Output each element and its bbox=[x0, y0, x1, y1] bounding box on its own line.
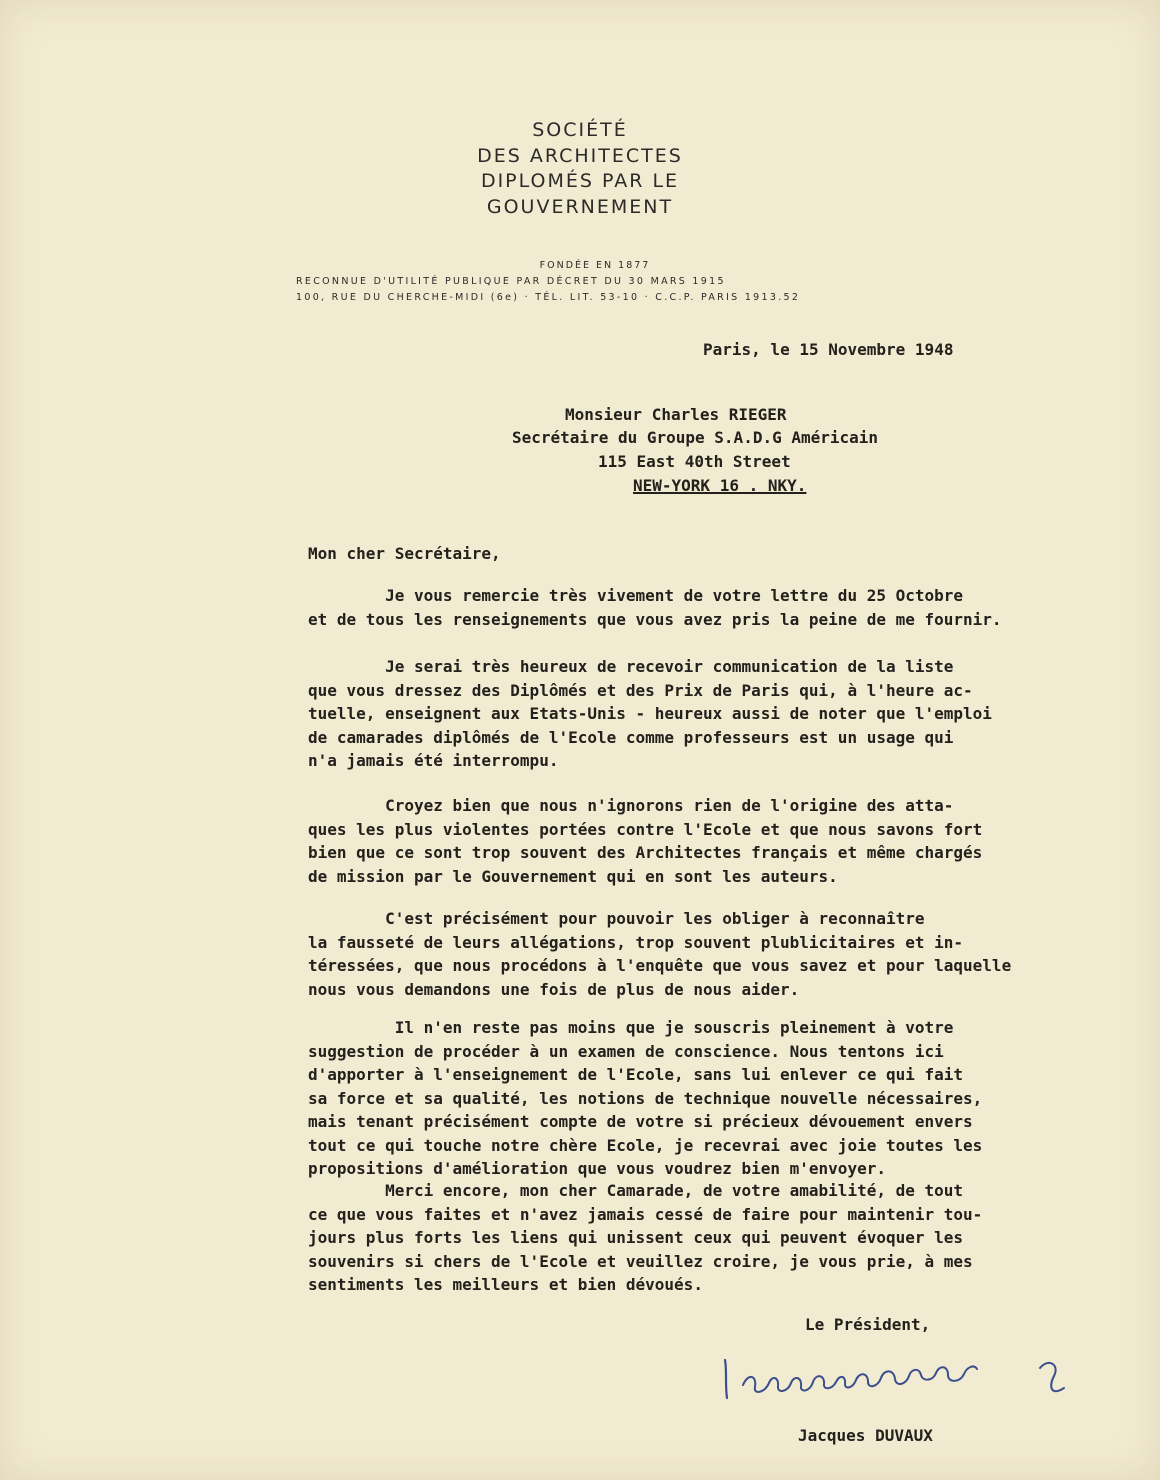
society-name-line: DES ARCHITECTES bbox=[477, 144, 683, 167]
paragraph-line: ce que vous faites et n'avez jamais cessé de faire pour maintenir tou- bbox=[308, 1204, 983, 1224]
paragraph bbox=[308, 1016, 1128, 1181]
paragraph-line: Merci encore, mon cher Camarade, de votre amabilité, de tout bbox=[308, 1181, 964, 1200]
paragraph-line: n'a jamais été interrompu. bbox=[308, 751, 559, 770]
paragraph-line: Je serai très heureux de recevoir communication de la liste bbox=[308, 657, 954, 676]
paragraph-line: de camarades diplômés de l'Ecole comme professeurs est un usage qui bbox=[308, 727, 954, 747]
recipient-title: Secrétaire du Groupe S.A.D.G Américain bbox=[512, 428, 879, 447]
paragraph-line: propositions d'amélioration que vous voudrez bien m'envoyer. bbox=[308, 1159, 886, 1178]
paragraph-line: tout ce qui touche notre chère Ecole, je recevrai avec joie toutes les bbox=[308, 1135, 983, 1155]
founded-line: FONDÉE EN 1877 bbox=[539, 260, 651, 271]
paragraph bbox=[308, 655, 1128, 773]
signatory-name: Jacques DUVAUX bbox=[798, 1426, 933, 1445]
paragraph-line: nous vous demandons une fois de plus de nous aider. bbox=[308, 979, 800, 999]
paragraph-line: sa force et sa qualité, les notions de technique nouvelle nécessaires, bbox=[308, 1088, 983, 1108]
paragraph bbox=[308, 584, 1128, 631]
society-name-line: DIPLOMÉS PAR LE bbox=[480, 170, 680, 192]
paragraph-line: mais tenant précisément compte de votre si précieux dévouement envers bbox=[308, 1112, 973, 1131]
paragraph bbox=[308, 794, 1128, 888]
paragraph-line: sentiments les meilleurs et bien dévoués. bbox=[308, 1275, 703, 1294]
paragraph-line: téressées, que nous procédons à l'enquête que vous savez et pour laquelle bbox=[308, 956, 1012, 975]
address-line: 100, RUE DU CHERCHE-MIDI (6e) · TÉL. LIT. 53-10 · C.C.P. PARIS 1913.52 bbox=[296, 292, 801, 303]
paragraph-line: que vous dressez des Diplômés et des Prix de Paris qui, à l'heure ac- bbox=[308, 680, 973, 700]
handwritten-signature bbox=[715, 1340, 1095, 1410]
paragraph-line: la fausseté de leurs allégations, trop souvent plublicitaires et in- bbox=[308, 932, 964, 952]
paragraph-line: de mission par le Gouvernement qui en sont les auteurs. bbox=[308, 866, 838, 886]
paragraph-line: souvenirs si chers de l'Ecole et veuillez croire, je vous prie, à mes bbox=[308, 1251, 973, 1271]
paragraph-line: ques les plus violentes portées contre l'Ecole et que nous savons fort bbox=[308, 819, 983, 839]
paragraph-line: d'apporter à l'enseignement de l'Ecole, sans lui enlever ce qui fait bbox=[308, 1065, 964, 1084]
paragraph bbox=[308, 1179, 1128, 1297]
paragraph-line: Croyez bien que nous n'ignorons rien de l'origine des atta- bbox=[308, 796, 954, 815]
paragraph-line: C'est précisément pour pouvoir les obliger à reconnaître bbox=[308, 909, 925, 928]
salutation: Mon cher Secrétaire, bbox=[308, 544, 501, 563]
recipient-street: 115 East 40th Street bbox=[598, 452, 791, 471]
paragraph-line: tuelle, enseignent aux Etats-Unis - heureux aussi de noter que l'emploi bbox=[308, 704, 992, 723]
paragraph bbox=[308, 907, 1128, 1001]
society-name bbox=[455, 118, 705, 220]
society-name-line: SOCIÉTÉ bbox=[532, 119, 628, 141]
paragraph-line: suggestion de procéder à un examen de conscience. Nous tentons ici bbox=[308, 1041, 944, 1061]
paragraph-line: Je vous remercie très vivement de votre lettre du 25 Octobre bbox=[308, 586, 964, 605]
closing: Le Président, bbox=[805, 1315, 931, 1334]
society-name-line: GOUVERNEMENT bbox=[486, 195, 674, 218]
paragraph-line: bien que ce sont trop souvent des Architectes français et même chargés bbox=[308, 843, 983, 862]
paragraph-line: jours plus forts les liens qui unissent ceux qui peuvent évoquer les bbox=[308, 1228, 964, 1247]
letter-date: Paris, le 15 Novembre 1948 bbox=[703, 340, 954, 359]
recipient-city: NEW-YORK 16 . NKY. bbox=[633, 476, 807, 495]
decree-line: RECONNUE D'UTILITÉ PUBLIQUE PAR DÉCRET DU 30 MARS 1915 bbox=[296, 276, 726, 287]
recipient-name: Monsieur Charles RIEGER bbox=[565, 405, 787, 424]
paragraph-line: Il n'en reste pas moins que je souscris pleinement à votre bbox=[308, 1018, 954, 1037]
paragraph-line: et de tous les renseignements que vous avez pris la peine de me fournir. bbox=[308, 609, 1002, 629]
